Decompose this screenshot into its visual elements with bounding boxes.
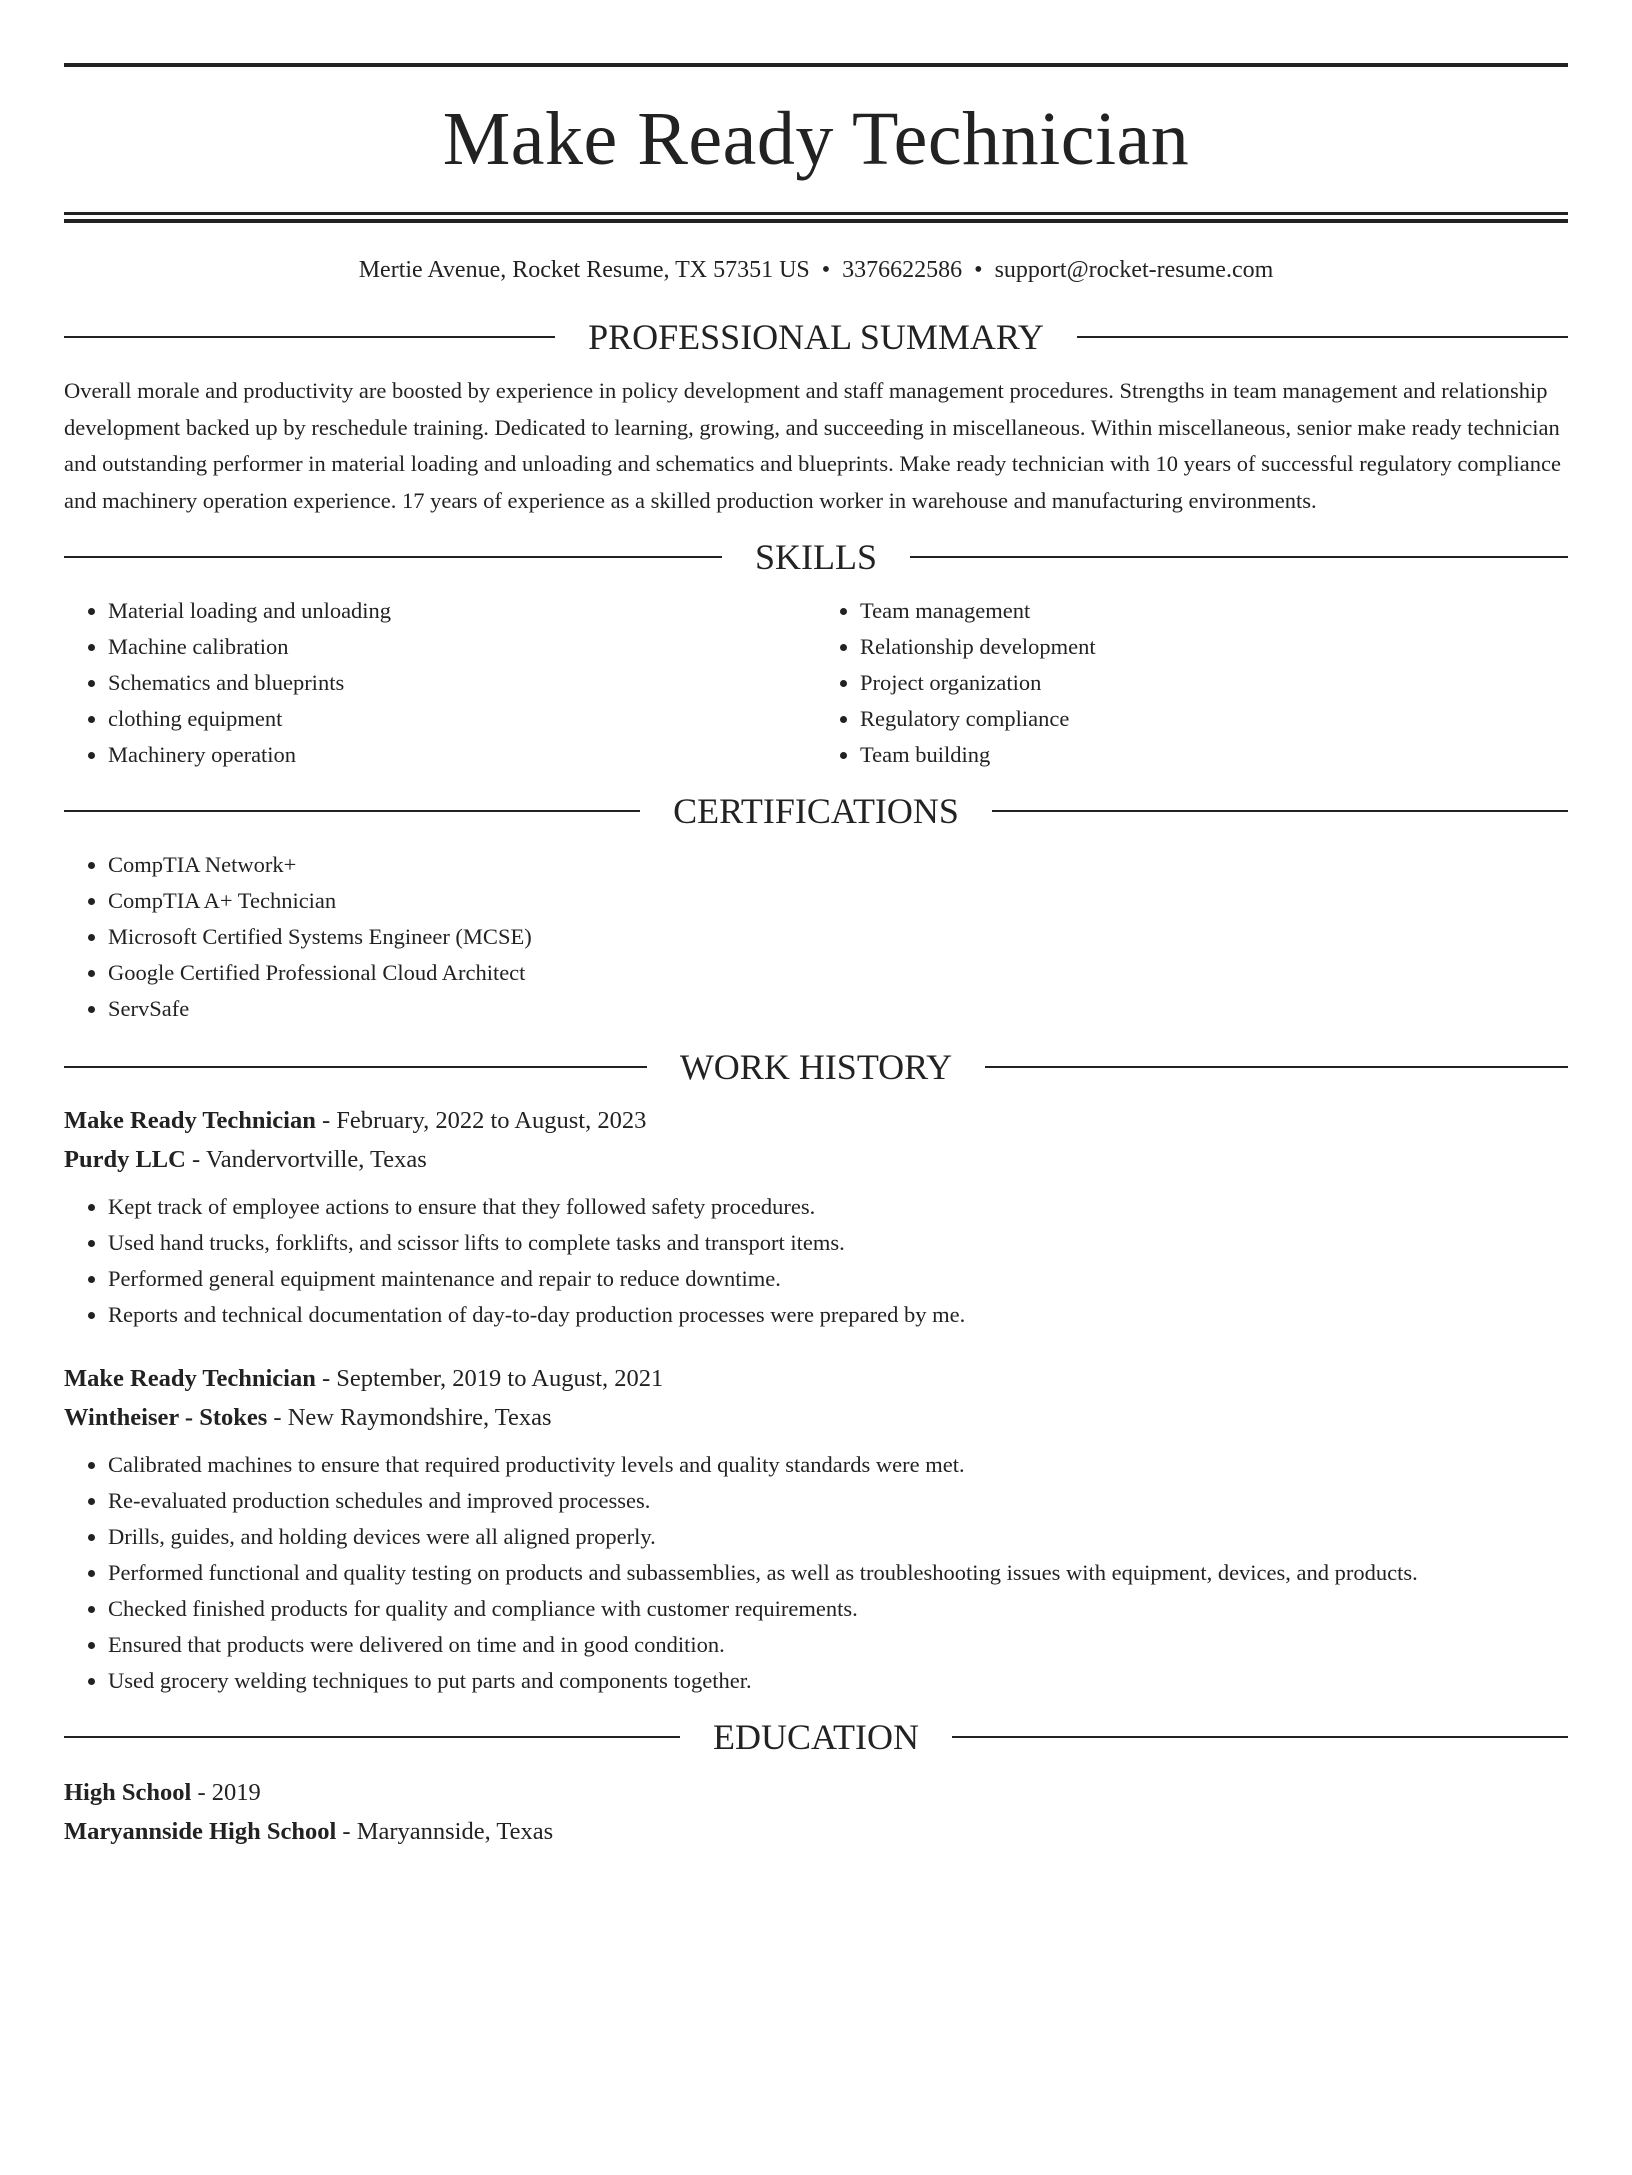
section-title: EDUCATION — [713, 1717, 919, 1757]
certification-item: • CompTIA A+ Technician — [108, 883, 1568, 919]
dash: - — [191, 1146, 201, 1173]
job-bullet: • Kept track of employee actions to ensure that they followed safety procedures. — [108, 1189, 1568, 1225]
heading-rule — [64, 336, 555, 338]
job-title-line — [64, 1359, 1568, 1398]
job-title: Make Ready Technician — [64, 1365, 316, 1392]
job-title: Make Ready Technician — [64, 1107, 316, 1134]
heading-rule — [64, 1736, 680, 1738]
heading-rule — [992, 810, 1568, 812]
skill-item: • Machinery operation — [108, 737, 816, 773]
heading-rule — [1077, 336, 1568, 338]
job-entry — [64, 1101, 1568, 1333]
dash: - — [321, 1365, 331, 1392]
job-bullet: • Performed general equipment maintenance and repair to reduce downtime. — [108, 1261, 1568, 1297]
job-bullet: • Used hand trucks, forklifts, and scissor lifts to complete tasks and transport items. — [108, 1225, 1568, 1261]
job-bullets — [64, 1447, 1568, 1699]
summary-text: Overall morale and productivity are boosted by experience in policy development and staff management procedures. Strengths in team management and relationship development backed up by reschedule training. Dedicated to learning, growing, and succeeding in miscellaneous. Within miscellaneous, senior make ready technician and outstanding performer in material loading and unloading and schematics and blueprints. Make ready technician with 10 years of successful regulatory compliance and machinery operation experience. 17 years of experience as a skilled production worker in warehouse and manufacturing environments. — [64, 378, 1562, 513]
dash: - — [321, 1107, 331, 1134]
section-title: SKILLS — [755, 537, 878, 577]
job-company-line — [64, 1398, 1568, 1437]
certification-item: • Google Certified Professional Cloud Architect — [108, 955, 1568, 991]
top-rule — [64, 63, 1568, 67]
contact-line — [64, 253, 1568, 287]
certifications-list — [64, 847, 1568, 1027]
job-location: New Raymondshire, Texas — [287, 1404, 552, 1431]
job-dates: February, 2022 to August, 2023 — [336, 1107, 647, 1134]
job-bullet: • Reports and technical documentation of day-to-day production processes were prepared by me. — [108, 1297, 1568, 1333]
skills-left-list — [64, 593, 816, 773]
education-heading — [64, 1715, 1568, 1759]
job-company-line — [64, 1140, 1568, 1179]
education-year: 2019 — [211, 1779, 261, 1806]
skills-heading — [64, 535, 1568, 579]
job-bullet: • Used grocery welding techniques to put parts and components together. — [108, 1663, 1568, 1699]
skill-item: • Regulatory compliance — [860, 701, 1568, 737]
skills-columns — [64, 593, 1568, 773]
job-bullet: • Re-evaluated production schedules and improved processes. — [108, 1483, 1568, 1519]
education-entry — [64, 1773, 1568, 1851]
job-bullets — [64, 1189, 1568, 1333]
skills-right-list — [816, 593, 1568, 773]
contact-phone: 3376622586 — [842, 257, 963, 283]
skill-item: • Material loading and unloading — [108, 593, 816, 629]
section-title: WORK HISTORY — [679, 1047, 953, 1087]
skill-item: • Schematics and blueprints — [108, 665, 816, 701]
job-bullet: • Drills, guides, and holding devices were all aligned properly. — [108, 1519, 1568, 1555]
heading-rule — [910, 556, 1568, 558]
certification-item: • CompTIA Network+ — [108, 847, 1568, 883]
job-company: Wintheiser - Stokes — [64, 1404, 268, 1431]
skill-item: • Team building — [860, 737, 1568, 773]
dash: - — [342, 1818, 351, 1845]
contact-address: Mertie Avenue, Rocket Resume, TX 57351 US — [358, 257, 810, 283]
skill-item: • Project organization — [860, 665, 1568, 701]
heading-rule — [64, 810, 640, 812]
dash: - — [197, 1779, 206, 1806]
section-title: PROFESSIONAL SUMMARY — [588, 317, 1044, 357]
contact-separator: • — [821, 257, 831, 283]
summary-heading — [64, 315, 1568, 359]
job-title-line — [64, 1101, 1568, 1140]
education-degree: High School — [64, 1779, 192, 1806]
skill-item: • Machine calibration — [108, 629, 816, 665]
skill-item: • Team management — [860, 593, 1568, 629]
job-bullet: • Calibrated machines to ensure that required productivity levels and quality standards were met. — [108, 1447, 1568, 1483]
heading-rule — [952, 1736, 1568, 1738]
job-company: Purdy LLC — [64, 1146, 186, 1173]
education-location: Maryannside, Texas — [356, 1818, 554, 1845]
certification-item: • Microsoft Certified Systems Engineer (MCSE) — [108, 919, 1568, 955]
certifications-heading — [64, 789, 1568, 833]
heading-rule — [64, 556, 722, 558]
work-history-heading — [64, 1045, 1568, 1089]
heading-rule — [985, 1066, 1568, 1068]
heading-rule — [64, 1066, 647, 1068]
contact-email: support@rocket-resume.com — [994, 257, 1274, 283]
skill-item: • clothing equipment — [108, 701, 816, 737]
job-bullet: • Ensured that products were delivered on time and in good condition. — [108, 1627, 1568, 1663]
education-school: Maryannside High School — [64, 1818, 337, 1845]
job-location: Vandervortville, Texas — [205, 1146, 427, 1173]
candidate-name: Make Ready Technician — [442, 97, 1190, 181]
skill-item: • Relationship development — [860, 629, 1568, 665]
job-dates: September, 2019 to August, 2021 — [336, 1365, 664, 1392]
education-school-line — [64, 1812, 1568, 1851]
certification-item: • ServSafe — [108, 991, 1568, 1027]
contact-separator: • — [974, 257, 983, 283]
job-bullet: • Checked finished products for quality and compliance with customer requirements. — [108, 1591, 1568, 1627]
job-bullet: • Performed functional and quality testing on products and subassemblies, as well as troubleshooting issues with equipment, devices, and products. — [108, 1555, 1568, 1591]
title-double-rule — [64, 212, 1568, 223]
dash: - — [273, 1404, 282, 1431]
resume-page — [0, 63, 1632, 2175]
job-entry — [64, 1359, 1568, 1699]
section-title: CERTIFICATIONS — [673, 791, 959, 831]
education-degree-line — [64, 1773, 1568, 1812]
